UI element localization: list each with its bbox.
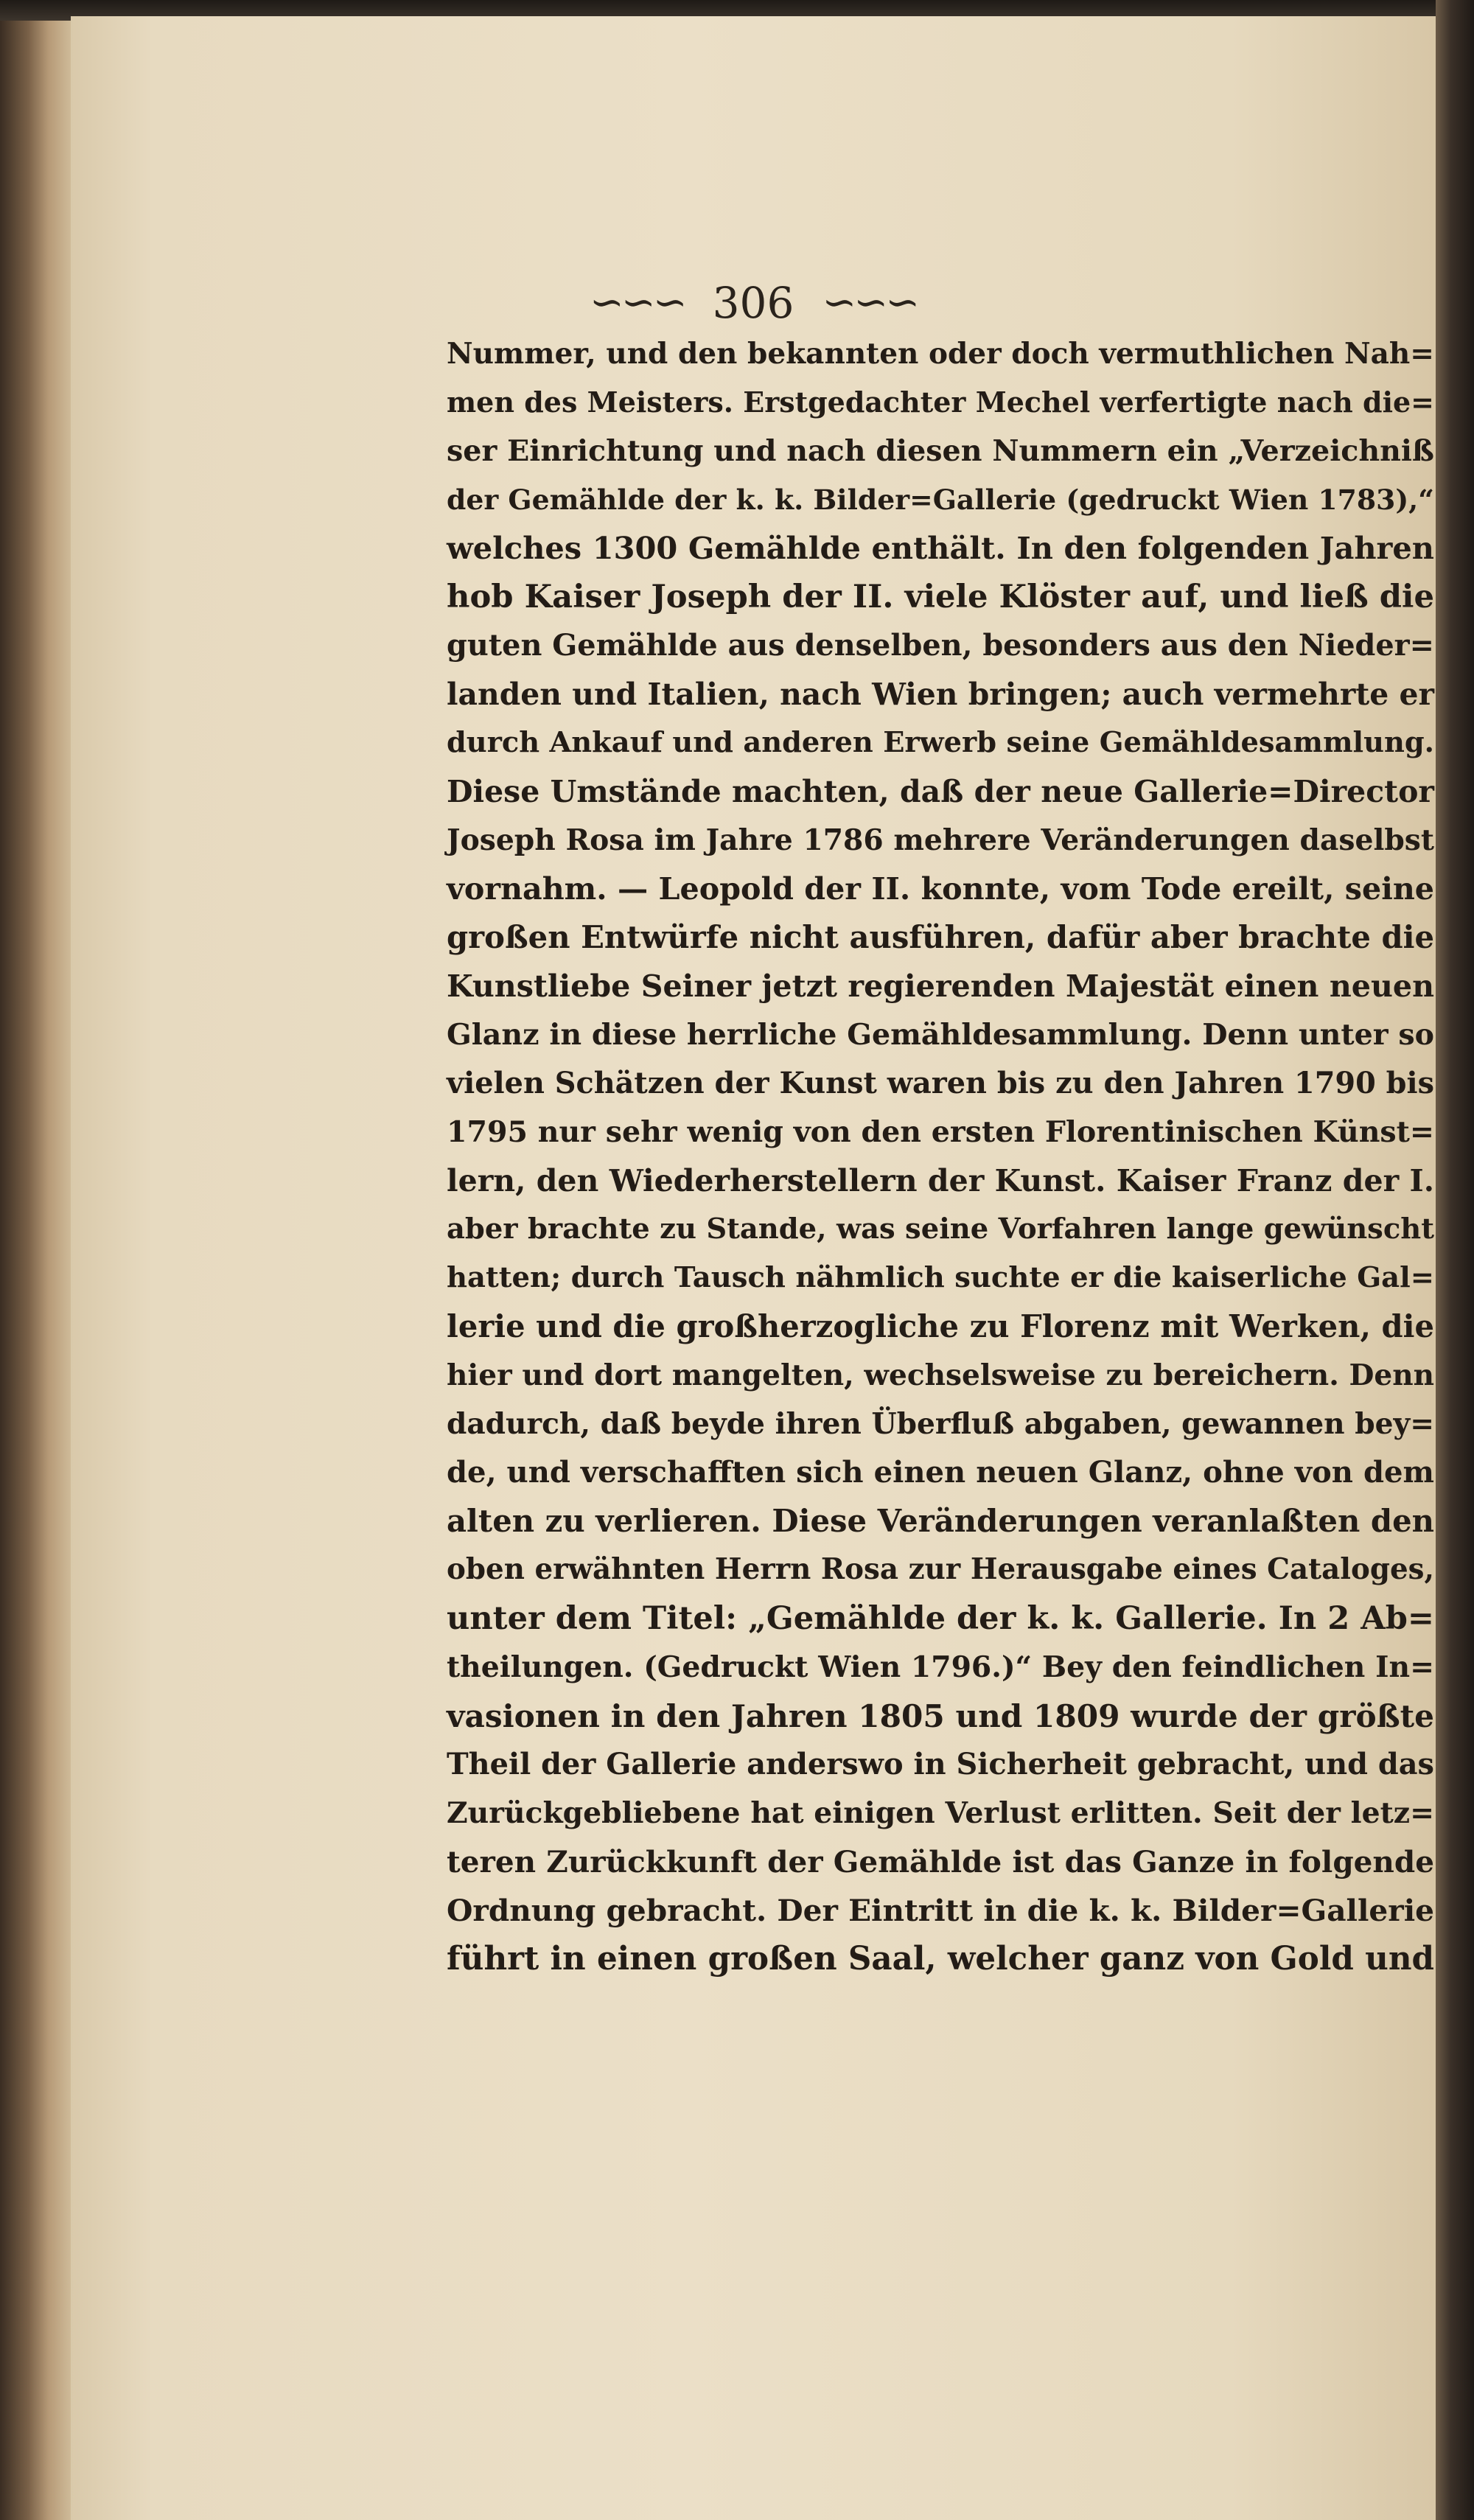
text-line: lern, den Wiederherstellern der Kunst. Kaiser Franz der I. (447, 1162, 1434, 1198)
page-header (71, 278, 1436, 328)
text-line: Joseph Rosa im Jahre 1786 mehrere Veränderungen daselbst (447, 823, 1434, 857)
text-line: durch Ankauf und anderen Erwerb seine Gemähldesammlung. (447, 726, 1434, 759)
text-line: dadurch, daß beyde ihren Überfluß abgaben, gewannen bey= (447, 1407, 1434, 1441)
text-line: Glanz in diese herrliche Gemähldesammlung. Denn unter so (447, 1018, 1434, 1052)
text-line: teren Zurückkunft der Gemählde ist das Ganze in folgende (447, 1844, 1434, 1879)
page-number: 306 (712, 278, 794, 328)
body-text (447, 329, 1434, 1983)
book-page (71, 16, 1436, 2520)
book-gutter-shadow (1436, 0, 1474, 2520)
text-line: vornahm. — Leopold der II. konnte, vom Tode ereilt, seine (447, 870, 1434, 907)
text-line: großen Entwürfe nicht ausführen, dafür aber brachte die (447, 919, 1434, 955)
text-line: führt in einen großen Saal, welcher ganz von Gold und (447, 1940, 1434, 1978)
text-line: vielen Schätzen der Kunst waren bis zu den Jahren 1790 bis (447, 1067, 1434, 1100)
text-line: Zurückgebliebene hat einigen Verlust erlitten. Seit der letz= (447, 1796, 1434, 1830)
text-line: theilungen. (Gedruckt Wien 1796.)“ Bey den feindlichen In= (447, 1650, 1434, 1684)
header-ornament-right: ∽∽∽ (822, 279, 918, 327)
text-line: Theil der Gallerie anderswo in Sicherheit gebracht, und das (447, 1748, 1434, 1781)
text-line: Diese Umstände machten, daß der neue Gallerie=Director (447, 774, 1434, 809)
text-line: ser Einrichtung und nach diesen Nummern ein „Verzeichniß (447, 434, 1434, 468)
text-line: hob Kaiser Joseph der II. viele Klöster auf, und ließ die (447, 578, 1434, 615)
text-line: unter dem Titel: „Gemählde der k. k. Gallerie. In 2 Ab= (447, 1600, 1434, 1637)
text-line: 1795 nur sehr wenig von den ersten Florentinischen Künst= (447, 1115, 1434, 1149)
text-line: Kunstliebe Seiner jetzt regierenden Majestät einen neuen (447, 968, 1434, 1004)
text-line: de, und verschafften sich einen neuen Glanz, ohne von dem (447, 1455, 1434, 1490)
book-edge-left (0, 0, 81, 2520)
text-line: men des Meisters. Erstgedachter Mechel verfertigte nach die= (447, 385, 1434, 419)
text-line: Nummer, und den bekannten oder doch vermuthlichen Nah= (447, 337, 1434, 371)
text-line: Ordnung gebracht. Der Eintritt in die k. k. Bilder=Gallerie (447, 1893, 1434, 1928)
text-line: alten zu verlieren. Diese Veränderungen veranlaßten den (447, 1503, 1434, 1539)
text-line: der Gemählde der k. k. Bilder=Gallerie (gedruckt Wien 1783),“ (447, 484, 1434, 516)
text-line: oben erwähnten Herrn Rosa zur Herausgabe eines Cataloges, (447, 1553, 1434, 1586)
text-line: welches 1300 Gemählde enthält. In den folgenden Jahren (447, 530, 1434, 566)
text-line: guten Gemählde aus denselben, besonders aus den Nieder= (447, 629, 1434, 663)
text-line: hatten; durch Tausch nähmlich suchte er die kaiserliche Gal= (447, 1261, 1434, 1294)
text-line: aber brachte zu Stande, was seine Vorfahren lange gewünscht (447, 1212, 1434, 1246)
text-line: vasionen in den Jahren 1805 und 1809 wurde der größte (447, 1697, 1434, 1734)
text-line: hier und dort mangelten, wechselsweise zu bereichern. Denn (447, 1358, 1434, 1392)
header-ornament-left: ∽∽∽ (589, 279, 685, 327)
text-line: landen und Italien, nach Wien bringen; auch vermehrte er (447, 677, 1434, 712)
text-line: lerie und die großherzogliche zu Florenz mit Werken, die (447, 1308, 1434, 1344)
